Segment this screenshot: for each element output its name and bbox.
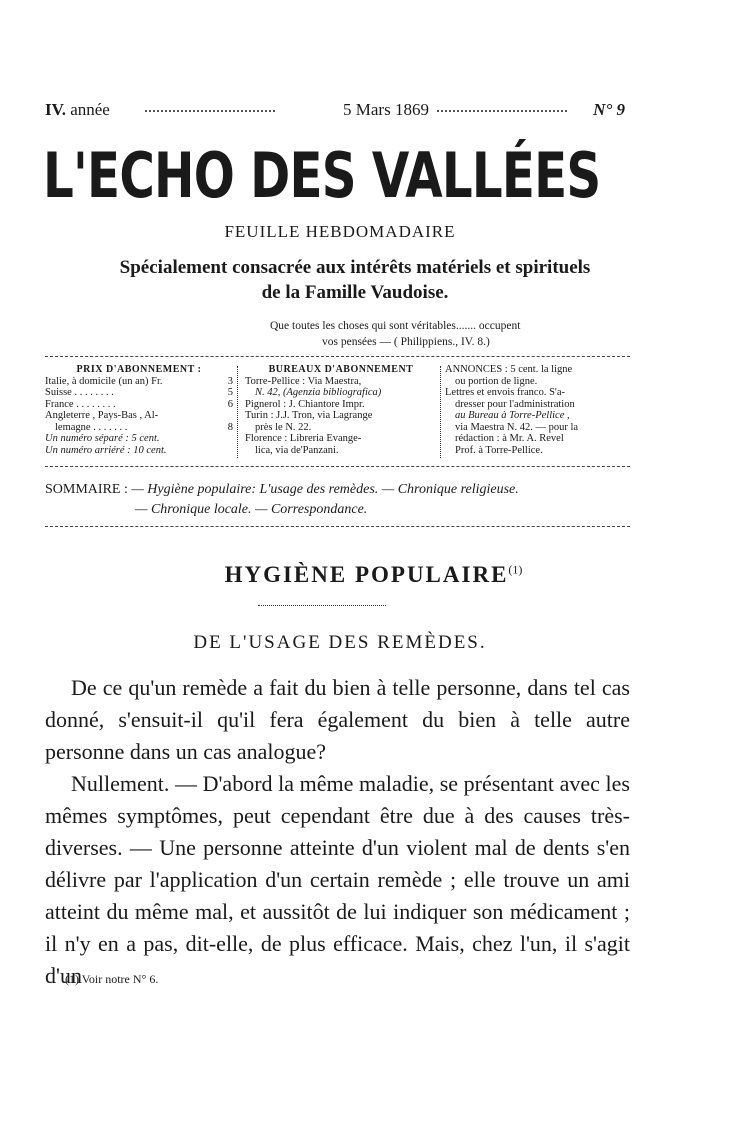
issue-header <box>45 100 625 122</box>
subscription-offices <box>245 364 437 456</box>
newspaper-title: L'ECHO DES VALLÉES <box>43 139 601 212</box>
announcements-info <box>445 364 630 456</box>
issue-date: 5 Mars 1869 <box>343 100 429 119</box>
article-footnote: (1) Voir notre N° 6. <box>65 972 159 986</box>
subscription-heading: PRIX D'ABONNEMENT : <box>76 364 202 375</box>
price-value: 8 <box>227 421 233 433</box>
article-paragraph: Nullement. — D'abord la même maladie, se présentant avec les mêmes symptômes, peut cependant être due à des causes très-diverses. — Une personne atteinte d'un violent mal de dents s'en délivre par l'application d'un certain remède ; elle trouve un ami atteint du même mal, et aussitôt de lui indiquer son médicament ; il n'y en a pas, dit-elle, de plus efficace. Mais, chez l'un, il s'agit d'un <box>45 771 630 988</box>
quote-line-1: Que toutes les choses qui sont véritables....... occupent <box>270 320 521 332</box>
office-line: N. 42, (Agenzia bibliografica) <box>255 387 382 398</box>
issue-roman: IV. <box>45 100 66 119</box>
announcement-line: rédaction : à Mr. A. Revel <box>455 433 564 444</box>
price-label: Suisse . . . . . . . . <box>45 387 114 398</box>
announcement-line: ANNONCES : 5 cent. la ligne <box>445 364 573 375</box>
announcement-line: dresser pour l'administration <box>455 398 575 410</box>
column-separator <box>440 366 441 458</box>
price-value: 5 <box>227 387 233 398</box>
sommaire-label: SOMMAIRE : <box>45 482 128 497</box>
newspaper-tagline <box>60 255 650 305</box>
sommaire-line-1: — Hygiène populaire: L'usage des remèdes. — Chronique religieuse. <box>131 482 519 497</box>
divider-middle <box>45 466 630 467</box>
title-rule <box>258 605 386 606</box>
announcement-line: Lettres et envois franco. S'a- <box>445 387 565 398</box>
single-issue-price: Un numéro séparé : 5 cent. <box>45 433 160 444</box>
header-ornament-left <box>145 106 275 112</box>
sommaire-line-2: — Chronique locale. — Correspondance. <box>135 502 368 517</box>
issue-number: N° 9 <box>593 100 625 119</box>
column-separator <box>237 366 238 458</box>
tagline-line-2: de la Famille Vaudoise. <box>261 282 449 303</box>
office-line: près le N. 22. <box>255 421 312 433</box>
info-columns <box>45 364 630 464</box>
price-value: 3 <box>227 375 233 387</box>
epigraph-quote <box>270 318 625 350</box>
article-body <box>45 672 630 992</box>
price-row <box>45 387 233 399</box>
newspaper-subtitle: FEUILLE HEBDOMADAIRE <box>224 222 456 241</box>
subscription-prices <box>45 364 233 456</box>
issue-word: année <box>70 100 110 119</box>
office-line: Pignerol : J. Chiantore Impr. <box>245 398 365 410</box>
issue-year <box>45 100 110 120</box>
article-title-text: HYGIÈNE POPULAIRE <box>224 562 509 587</box>
announcement-line: ou portion de ligne. <box>455 375 538 387</box>
divider-bottom <box>45 526 630 527</box>
divider-top <box>45 356 630 357</box>
office-line: Torre-Pellice : Via Maestra, <box>245 375 362 387</box>
office-line: Turin : J.J. Tron, via Lagrange <box>245 410 373 421</box>
price-value: 6 <box>227 398 233 410</box>
article-title <box>0 562 747 588</box>
announcement-line: au Bureau à Torre-Pellice , <box>455 410 570 421</box>
article-subtitle: DE L'USAGE DES REMÈDES. <box>193 632 487 653</box>
article-paragraph: De ce qu'un remède a fait du bien à telle personne, dans tel cas donné, s'ensuit-il qu'il fera également du bien à telle autre personne dans un cas analogue? <box>45 675 630 764</box>
table-of-contents <box>45 480 645 520</box>
announcement-line: Prof. à Torre-Pellice. <box>455 444 543 456</box>
office-line: Florence : Libreria Evange- <box>245 433 362 444</box>
price-row <box>45 410 233 422</box>
tagline-line-1: Spécialement consacrée aux intérêts matériels et spirituels <box>119 257 591 278</box>
price-row <box>45 399 233 411</box>
footnote-mark: (1) <box>508 562 523 577</box>
price-row <box>45 422 233 434</box>
price-label: lemagne . . . . . . . <box>55 421 128 433</box>
announcement-line: via Maestra N. 42. — pour la <box>455 421 579 433</box>
price-label: France . . . . . . . . <box>45 398 116 410</box>
office-line: lica, via de'Panzani. <box>255 444 339 456</box>
quote-line-2: vos pensées — ( Philippiens., IV. 8.) <box>322 336 490 348</box>
price-row <box>45 376 233 388</box>
price-label: Italie, à domicile (un an) Fr. <box>45 375 163 387</box>
header-ornament-right <box>437 106 567 112</box>
price-label: Angleterre , Pays-Bas , Al- <box>45 410 159 421</box>
back-issue-price: Un numéro arriéré : 10 cent. <box>45 444 167 456</box>
offices-heading: BUREAUX D'ABONNEMENT <box>268 364 414 375</box>
